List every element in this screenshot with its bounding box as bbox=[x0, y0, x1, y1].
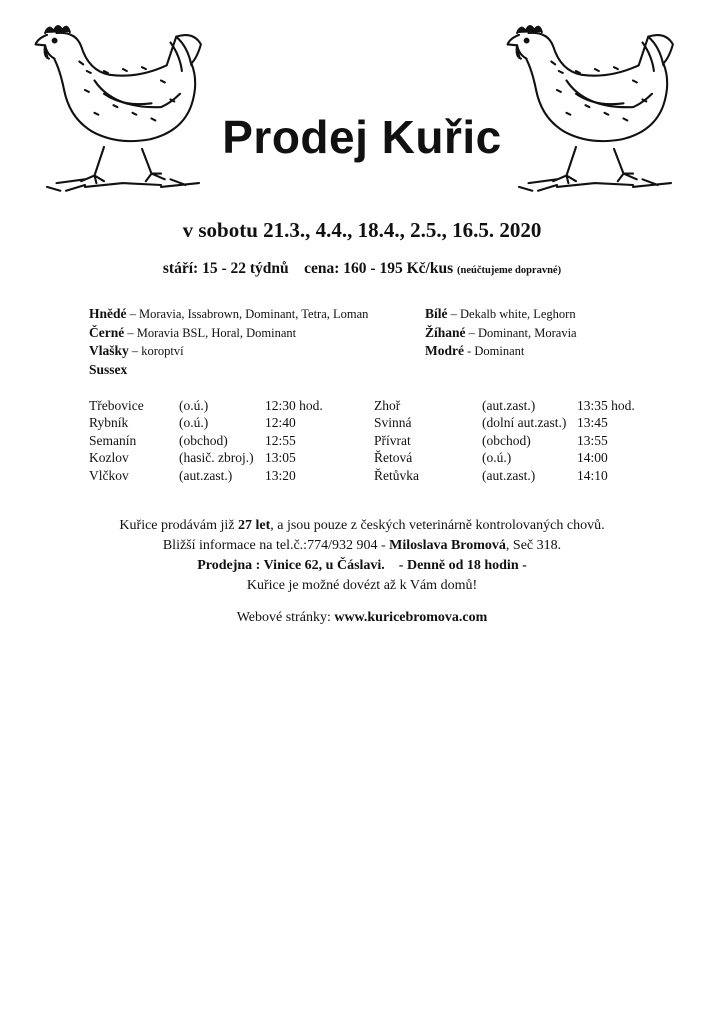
breed-name: Sussex bbox=[89, 361, 128, 377]
schedule-table-left bbox=[89, 397, 323, 485]
breed-item bbox=[89, 305, 368, 324]
price-label: cena: bbox=[304, 260, 340, 277]
phone-text: Bližší informace na tel.č.:774/932 904 - bbox=[162, 538, 390, 553]
age-label: stáří: bbox=[162, 260, 199, 277]
info-line-3 bbox=[0, 556, 724, 576]
website-row bbox=[0, 610, 724, 626]
age-value: 15 - 22 týdnů bbox=[202, 260, 289, 277]
shop-address: Prodejna : Vinice 62, u Čáslavi. - Denně od 18 hodin - bbox=[197, 558, 527, 573]
stop-location: (obchod) bbox=[179, 432, 228, 448]
stop-time: 14:00 bbox=[577, 450, 608, 466]
breed-desc: - Dominant bbox=[463, 344, 525, 358]
stop-location: (o.ú.) bbox=[179, 415, 209, 431]
address-text: , Seč 318. bbox=[505, 538, 562, 553]
stop-time: 13:35 hod. bbox=[577, 397, 635, 413]
stop-place: Řetová bbox=[374, 450, 413, 466]
table-row bbox=[374, 467, 635, 485]
stop-time: 13:55 bbox=[577, 432, 608, 448]
stop-place: Třebovice bbox=[89, 397, 144, 413]
chicken-icon bbox=[500, 14, 690, 204]
breed-name: Bílé bbox=[425, 306, 448, 321]
table-row bbox=[374, 397, 635, 415]
page-title: Prodej Kuřic bbox=[222, 111, 502, 163]
breed-desc: – Dominant, Moravia bbox=[465, 325, 577, 340]
price-value: 160 - 195 Kč/kus bbox=[343, 260, 454, 277]
table-row bbox=[89, 467, 323, 485]
breed-name: Hnědé bbox=[89, 306, 127, 321]
age-price-row bbox=[0, 260, 724, 278]
breed-name: Žíhané bbox=[425, 324, 466, 340]
stop-place: Semanín bbox=[89, 432, 137, 448]
info-line-1 bbox=[0, 516, 724, 536]
breed-item bbox=[425, 305, 577, 324]
breed-item bbox=[89, 361, 368, 380]
info-line-2 bbox=[0, 536, 724, 556]
info-text: , a jsou pouze z českých veterinárně kontrolovaných chovů. bbox=[270, 518, 605, 533]
website-link[interactable]: www.kuricebromova.com bbox=[334, 610, 488, 625]
table-row bbox=[89, 415, 323, 433]
stop-time: 12:30 hod. bbox=[265, 397, 323, 413]
stop-place: Kozlov bbox=[89, 450, 129, 466]
sale-dates: v sobotu 21.3., 4.4., 18.4., 2.5., 16.5. 2020 bbox=[182, 218, 542, 242]
stop-location: (o.ú.) bbox=[179, 397, 209, 413]
breeds-list-right bbox=[425, 305, 577, 361]
breed-desc: – koroptví bbox=[128, 344, 184, 358]
info-line-4: Kuřice je možné dovézt až k Vám domů! bbox=[246, 578, 478, 593]
chicken-illustration-right bbox=[500, 14, 690, 204]
website-label: Webové stránky: bbox=[236, 610, 335, 625]
stop-location: (aut.zast.) bbox=[482, 397, 536, 413]
stop-location: (aut.zast.) bbox=[482, 467, 536, 483]
transport-note: (neúčtujeme dopravné) bbox=[456, 265, 562, 276]
table-row bbox=[89, 450, 323, 468]
stop-place: Řetůvka bbox=[374, 467, 419, 483]
stop-place: Vlčkov bbox=[89, 467, 129, 483]
table-row bbox=[89, 397, 323, 415]
stop-time: 12:40 bbox=[265, 415, 296, 431]
stop-time: 13:05 bbox=[265, 450, 296, 466]
table-row bbox=[374, 432, 635, 450]
breeds-list-left bbox=[89, 305, 368, 379]
breed-item bbox=[89, 324, 368, 343]
breed-name: Černé bbox=[89, 324, 125, 340]
breed-name: Modré bbox=[425, 343, 464, 358]
chicken-illustration-left bbox=[28, 14, 218, 204]
breed-item bbox=[425, 324, 577, 343]
stop-time: 13:45 bbox=[577, 415, 608, 431]
stop-place: Rybník bbox=[89, 415, 129, 431]
stop-place: Zhoř bbox=[374, 397, 401, 413]
breed-desc: – Moravia, Issabrown, Dominant, Tetra, Loman bbox=[126, 307, 369, 321]
table-row bbox=[89, 432, 323, 450]
stop-location: (obchod) bbox=[482, 432, 531, 448]
breed-desc: – Moravia BSL, Horal, Dominant bbox=[124, 325, 297, 340]
chicken-icon bbox=[28, 14, 218, 204]
breed-name: Vlašky bbox=[89, 343, 129, 358]
info-text: Kuřice prodávám již bbox=[119, 518, 238, 533]
seller-name: Miloslava Bromová bbox=[389, 538, 506, 553]
contact-info bbox=[0, 516, 724, 596]
stop-place: Svinná bbox=[374, 415, 412, 431]
table-row bbox=[374, 415, 635, 433]
stop-location: (o.ú.) bbox=[482, 450, 512, 466]
stop-location: (aut.zast.) bbox=[179, 467, 233, 483]
breed-desc: – Dekalb white, Leghorn bbox=[447, 307, 576, 321]
years-highlight: 27 let bbox=[237, 518, 271, 533]
table-row bbox=[374, 450, 635, 468]
stop-time: 14:10 bbox=[577, 467, 608, 483]
stop-location: (dolní aut.zast.) bbox=[482, 415, 567, 431]
stop-location: (hasič. zbroj.) bbox=[179, 450, 254, 466]
stop-place: Přívrat bbox=[374, 432, 411, 448]
schedule-table-right bbox=[374, 397, 635, 485]
breed-item bbox=[89, 342, 368, 361]
stop-time: 12:55 bbox=[265, 432, 296, 448]
breed-item bbox=[425, 342, 577, 361]
stop-time: 13:20 bbox=[265, 467, 296, 483]
